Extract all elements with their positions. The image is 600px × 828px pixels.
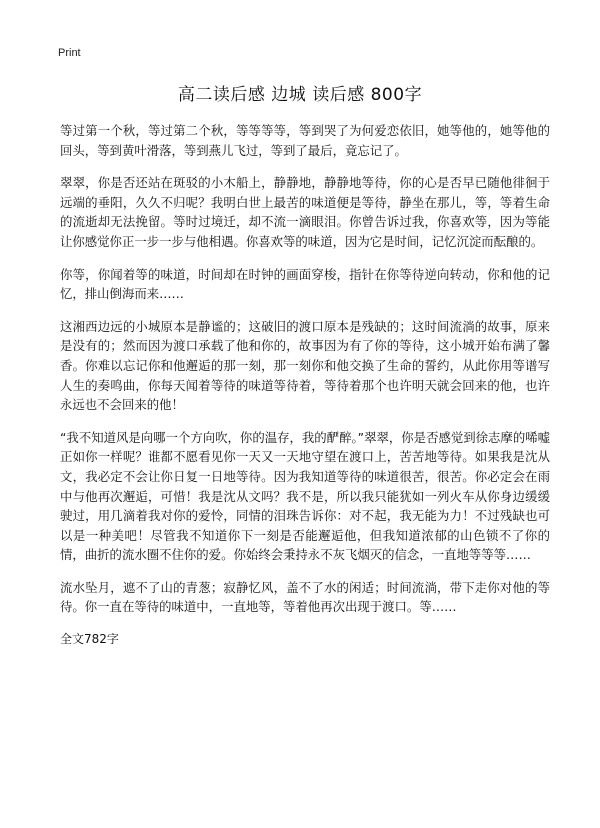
paragraph-3: 你等，你闻着等的味道，时间却在时钟的画面穿梭，指针在你等待逆向转动，你和他的记忆，排山倒海而来…… <box>60 266 550 302</box>
paragraph-1: 等过第一个秋，等过第二个秋，等等等等，等到哭了为何爱恋依旧，她等他的，她等他的回头，等到黄叶滑落，等到燕儿飞过，等到了最后，竟忘记了。 <box>60 123 550 158</box>
print-link[interactable]: Print <box>58 47 81 59</box>
article-body <box>60 121 550 648</box>
paragraph-4: 这湘西边远的小城原本是静谧的；这破旧的渡口原本是残缺的；这时间流淌的故事，原来是没有的；然而因为渡口承载了他和你的，故事因为有了你的等待，这小城开始布满了馨香。你难以忘记你和他邂逅的那一刻，那一刻你和他交换了生命的誓约，从此你用等谱写人生的奏鸣曲，你每天闻着等待的味道等待着，等待着那个也许明天就会回来的他，也许永远也不会回来的他！ <box>60 318 550 413</box>
paragraph-6: 流水坠月，遮不了山的青葱；寂静忆风，盖不了水的闲适；时间流淌，带下走你对他的等待。你一直在等待的味道中，一直地等，等着他再次出现于渡口。等…… <box>60 579 550 615</box>
article-title: 高二读后感 边城 读后感 800字 <box>177 85 423 105</box>
word-count: 全文782字 <box>60 632 119 647</box>
paragraph-5: “我不知道风是向哪一个方向吹，你的温存，我的酽醉。”翠翠，你是否感觉到徐志摩的唏嘘正如你一样呢？谁都不愿看见你一天又一天地守望在渡口上，苦苦地等待。如果我是沈从文，我必定不会让你日复一日地等待。因为我知道等待的味道很苦，很苦。你必定会在雨中与他再次邂逅，可惜！我是沈从文吗？我不是，所以我只能犹如一列火车从你身边缓缓驶过，用几滴着我对你的爱怜，同情的泪珠告诉你：对不起，我无能为力！不过残缺也可以是一种美吧！尽管我不知道你下一刻是否能邂逅他，但我知道浓郁的山色锁不了你的情，曲折的流水圈不住你的爱。你始终会秉持永不灰飞烟灭的信念，一直地等等等…… <box>60 429 550 563</box>
paragraph-2: 翠翠，你是否还站在斑驳的小木船上，静静地，静静地等待，你的心是否早已随他徘徊于远端的垂阳，久久不归呢？我明白世上最苦的味道便是等待，静坐在那儿，等，等着生命的流逝却无法挽留。等时过境迁，却不流一滴眼泪。你曾告诉过我，你喜欢等，因为等能让你感觉你正一步一步与他相遇。你喜欢等的味道，因为它是时间，记忆沉淀而酝酿的。 <box>60 175 550 249</box>
